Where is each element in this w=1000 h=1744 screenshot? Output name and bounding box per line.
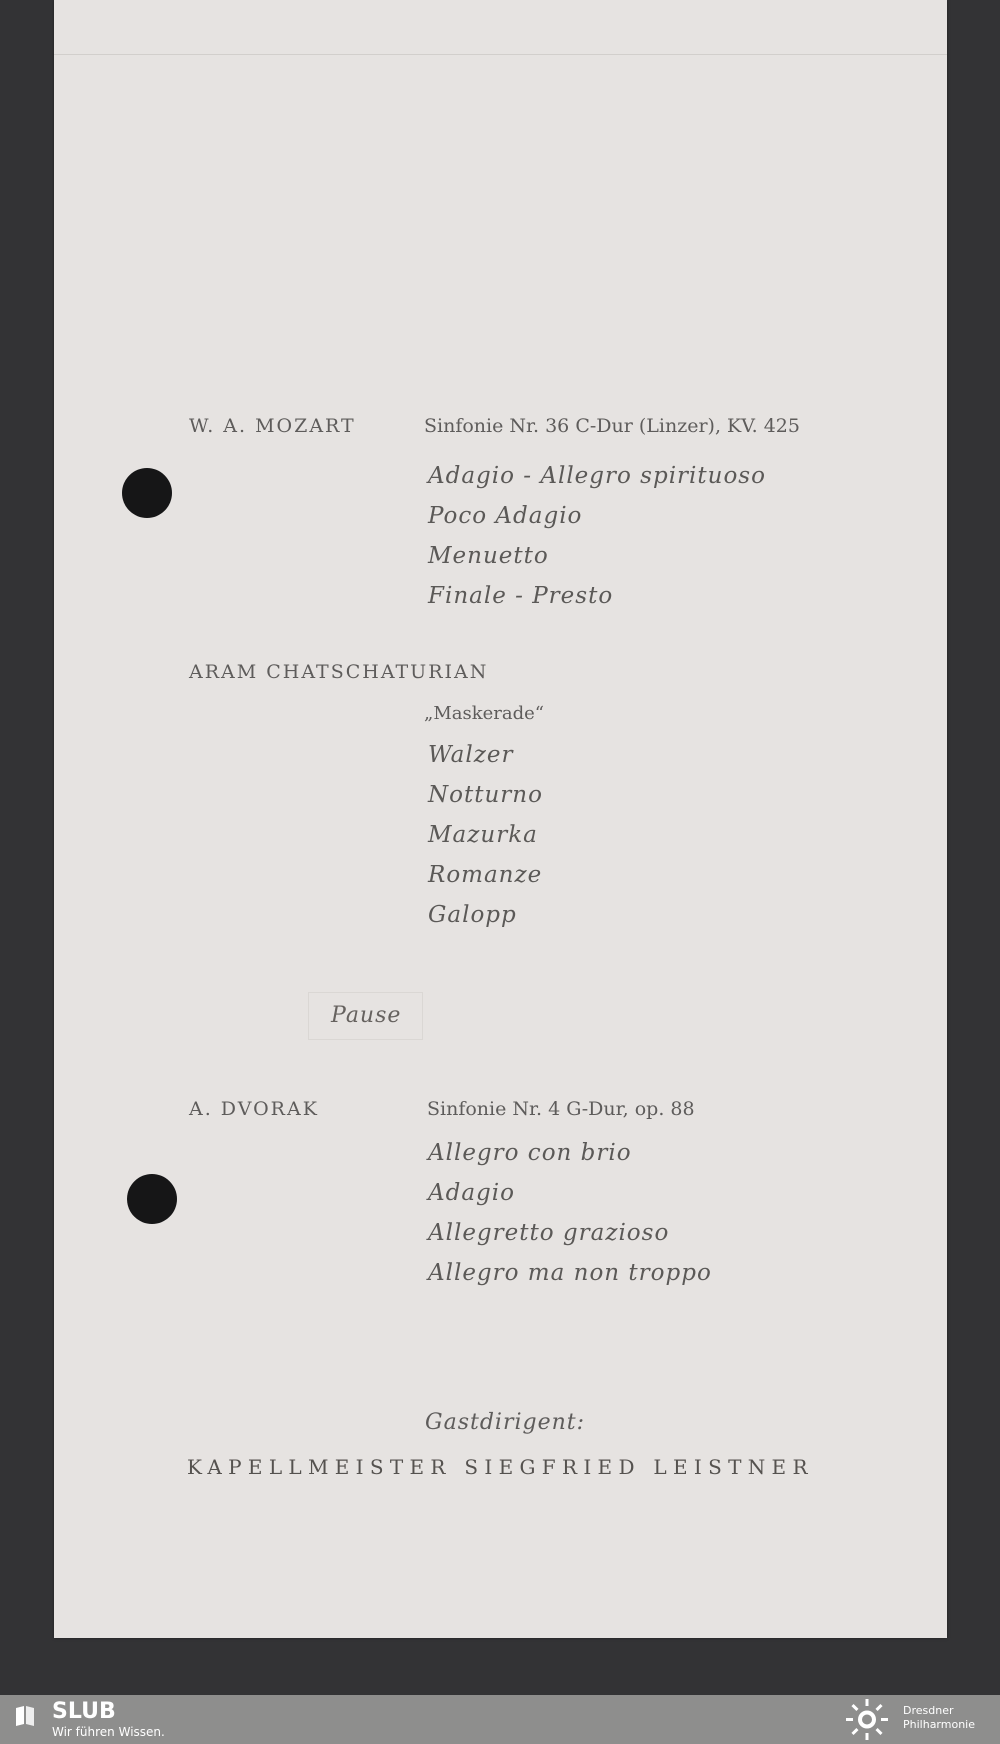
program-sheet	[54, 0, 947, 1638]
library-tagline: Wir führen Wissen.	[52, 1725, 165, 1739]
movement: Poco Adagio	[428, 503, 583, 529]
movement: Mazurka	[428, 822, 538, 848]
pause-label: Pause	[331, 1003, 402, 1028]
movement: Adagio	[428, 1180, 515, 1206]
movement: Notturno	[428, 782, 543, 808]
punch-hole-top	[122, 468, 172, 518]
movement: Walzer	[428, 742, 514, 768]
movement: Galopp	[428, 902, 517, 928]
punch-hole-bottom	[127, 1174, 177, 1224]
partner-name[interactable]	[903, 1704, 1000, 1732]
guest-conductor-label: Gastdirigent:	[425, 1410, 586, 1435]
work-dvorak: Sinfonie Nr. 4 G-Dur, op. 88	[427, 1098, 695, 1120]
work-chatschaturian: „Maskerade“	[424, 703, 544, 724]
movement: Finale - Presto	[428, 583, 614, 609]
composer-chatschaturian: ARAM CHATSCHATURIAN	[189, 661, 489, 683]
movement: Adagio - Allegro spirituoso	[428, 463, 766, 489]
movement: Romanze	[428, 862, 543, 888]
movement: Allegro ma non troppo	[428, 1260, 712, 1286]
philharmonie-logo-icon[interactable]	[843, 1698, 891, 1741]
partner-name-line1: Dresdner	[903, 1704, 954, 1717]
movement: Menuetto	[428, 543, 549, 569]
library-logo-text[interactable]: SLUB	[52, 1699, 116, 1724]
conductor-name: KAPELLMEISTER SIEGFRIED LEISTNER	[187, 1455, 814, 1479]
footer-bar	[0, 1695, 1000, 1744]
movement: Allegretto grazioso	[428, 1220, 670, 1246]
composer-dvorak: A. DVORAK	[189, 1098, 319, 1120]
book-icon	[14, 1704, 38, 1728]
work-mozart: Sinfonie Nr. 36 C-Dur (Linzer), KV. 425	[424, 415, 800, 437]
composer-mozart: W. A. MOZART	[189, 415, 356, 437]
movement: Allegro con brio	[428, 1140, 632, 1166]
partner-name-line2: Philharmonie	[903, 1718, 975, 1731]
fold-line	[54, 54, 947, 55]
